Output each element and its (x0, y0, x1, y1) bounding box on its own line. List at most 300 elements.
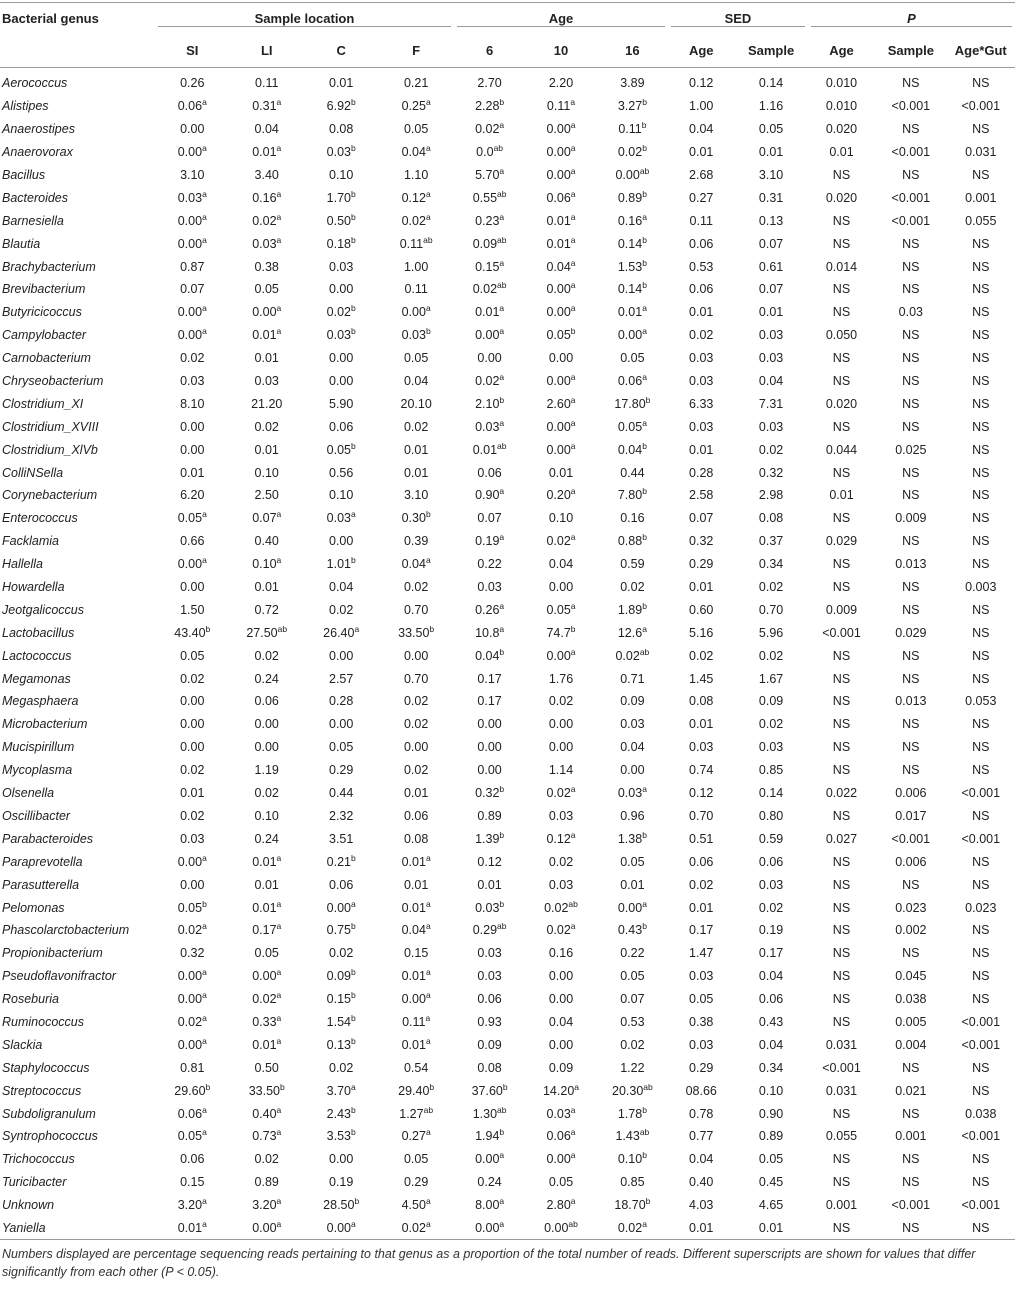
cell-value: 0.02 (617, 145, 643, 160)
cell-value: 0.00 (475, 328, 500, 343)
table-row (0, 507, 1015, 530)
value-cell (668, 690, 734, 713)
significance-superscript: a (570, 234, 576, 245)
cell-value: 0.02 (180, 763, 205, 778)
table-row (0, 736, 1015, 759)
value-cell (875, 232, 946, 255)
significance-superscript: a (642, 326, 647, 337)
significance-superscript: b (642, 532, 647, 543)
cell-value: 0.66 (180, 534, 205, 549)
value-cell (230, 1125, 304, 1148)
cell-value: 0.50 (254, 1060, 279, 1075)
value-cell (597, 347, 668, 370)
cell-value: 1.89 (617, 602, 643, 617)
cell-value: 0.04 (758, 374, 784, 389)
cell-value: 0.21 (326, 854, 351, 869)
cell-value: 0.04 (689, 122, 714, 137)
significance-superscript: a (574, 1081, 579, 1092)
value-cell (668, 965, 734, 988)
cell-value: 0.03 (689, 351, 714, 366)
cell-value: NS (902, 76, 920, 91)
significance-superscript: a (642, 372, 647, 383)
cell-value: 0.00 (477, 351, 502, 366)
cell-value: 0.04 (401, 145, 426, 160)
cell-value: 0.02 (329, 1060, 354, 1075)
value-cell (947, 1148, 1015, 1171)
table-row (0, 805, 1015, 828)
cell-value: 0.04 (254, 122, 279, 137)
value-cell (304, 1194, 378, 1217)
value-cell (597, 713, 668, 736)
significance-superscript: a (499, 372, 505, 383)
table-row (0, 347, 1015, 370)
cell-value: 0.017 (895, 808, 927, 823)
value-cell (734, 484, 807, 507)
value-cell (668, 415, 734, 438)
value-cell (597, 186, 668, 209)
cell-value: 0.05 (180, 648, 205, 663)
value-cell (454, 1102, 525, 1125)
value-cell (230, 896, 304, 919)
value-cell (155, 759, 229, 782)
value-cell (875, 965, 946, 988)
cell-value: 4.65 (758, 1198, 784, 1213)
cell-value: 0.01 (689, 900, 714, 915)
cell-value: NS (832, 419, 851, 434)
value-cell (875, 1171, 946, 1194)
value-cell (378, 141, 454, 164)
cell-value: 0.00 (177, 145, 203, 160)
value-cell (454, 850, 525, 873)
cell-value: 0.02 (689, 877, 714, 892)
significance-superscript: b (645, 1196, 651, 1207)
cell-value: 0.59 (620, 557, 645, 572)
genus-cell: Barnesiella (2, 213, 64, 228)
significance-superscript: a (499, 600, 505, 611)
value-cell (304, 1056, 378, 1079)
significance-superscript: a (202, 852, 207, 863)
value-cell (378, 896, 454, 919)
genus-cell: Anaerovorax (2, 145, 73, 160)
significance-superscript: a (202, 303, 207, 314)
genus-cell: Megamonas (2, 671, 71, 686)
cell-value: 0.71 (620, 671, 645, 686)
cell-value: 0.72 (254, 602, 279, 617)
significance-superscript: b (642, 188, 647, 199)
cell-value: 0.15 (403, 946, 429, 961)
cell-value: 0.90 (758, 1106, 784, 1121)
cell-value: 0.09 (477, 1037, 502, 1052)
significance-superscript: a (499, 1150, 505, 1161)
cell-value: 0.18 (326, 236, 351, 251)
significance-superscript: a (202, 967, 207, 978)
significance-superscript: b (205, 623, 211, 634)
cell-value: 0.32 (758, 465, 784, 480)
table-row (0, 1125, 1015, 1148)
value-cell (875, 415, 946, 438)
cell-value: 7.80 (617, 488, 643, 503)
value-cell (155, 530, 229, 553)
significance-superscript: a (425, 97, 431, 108)
cell-value: 0.05 (326, 442, 351, 457)
value-cell (597, 576, 668, 599)
value-cell (947, 1194, 1015, 1217)
value-cell (454, 782, 525, 805)
cell-value: NS (972, 992, 990, 1007)
significance-superscript: b (425, 326, 431, 337)
value-cell (947, 896, 1015, 919)
cell-value: 0.01 (477, 877, 502, 892)
cell-value: <0.001 (961, 1037, 1001, 1052)
value-cell (230, 255, 304, 278)
cell-value: NS (832, 808, 851, 823)
cell-value: 0.13 (758, 213, 784, 228)
cell-value: 0.00 (180, 122, 205, 137)
cell-value: NS (972, 282, 990, 297)
cell-value: 0.05 (254, 946, 279, 961)
value-cell (304, 942, 378, 965)
cell-value: 0.02 (401, 1220, 426, 1235)
significance-superscript: a (570, 1127, 576, 1138)
cell-value: 0.053 (965, 694, 997, 709)
cell-value: 0.96 (620, 808, 645, 823)
significance-superscript: b (350, 990, 356, 1001)
value-cell (230, 415, 304, 438)
value-cell (155, 896, 229, 919)
value-cell (378, 759, 454, 782)
table-row (0, 1079, 1015, 1102)
cell-value: 1.47 (689, 946, 714, 961)
significance-superscript: b (642, 143, 647, 154)
cell-value: 0.19 (758, 923, 784, 938)
cell-value: 0.00 (177, 557, 203, 572)
cell-value: <0.001 (891, 1198, 931, 1213)
cell-value: 0.02 (546, 923, 571, 938)
value-cell (668, 1011, 734, 1034)
cell-value: 0.44 (329, 786, 354, 801)
value-cell (304, 965, 378, 988)
value-cell (304, 415, 378, 438)
value-cell (378, 347, 454, 370)
cell-value: 2.43 (326, 1106, 351, 1121)
cell-value: 0.01 (546, 236, 571, 251)
cell-value: 0.00 (329, 351, 354, 366)
value-cell (378, 484, 454, 507)
value-cell (230, 347, 304, 370)
value-cell (875, 805, 946, 828)
cell-value: 0.00 (475, 1220, 500, 1235)
cell-value: 0.11 (689, 213, 713, 228)
cell-value: 0.54 (403, 1060, 429, 1075)
significance-superscript: a (202, 990, 207, 1001)
value-cell (597, 1148, 668, 1171)
value-cell (525, 576, 596, 599)
table-row (0, 782, 1015, 805)
cell-value: 0.20 (546, 488, 571, 503)
value-cell (454, 598, 525, 621)
value-cell (875, 782, 946, 805)
value-cell (155, 576, 229, 599)
cell-value: NS (902, 419, 920, 434)
cell-value: 0.00 (615, 168, 640, 182)
cell-value: 0.17 (477, 694, 502, 709)
cell-value: 0.80 (758, 808, 784, 823)
cell-value: NS (832, 305, 851, 320)
cell-value: 0.07 (252, 511, 277, 526)
table-footnote: Numbers displayed are percentage sequencing reads pertaining to that genus as a proportion of the total number of reads. Different superscripts are shown for values that differ significantly from each other (P < 0.05). (2, 1247, 976, 1280)
cell-value: 0.05 (403, 351, 429, 366)
value-cell (525, 1148, 596, 1171)
value-cell (734, 1011, 807, 1034)
cell-value: 0.02 (620, 580, 645, 595)
value-cell (734, 164, 807, 187)
cell-value: 0.00 (329, 534, 354, 549)
value-cell (734, 324, 807, 347)
cell-value: 0.00 (548, 351, 574, 366)
cell-value: 7.31 (758, 396, 784, 411)
cell-value: 0.05 (620, 351, 645, 366)
significance-superscript: a (276, 143, 282, 154)
cell-value: NS (972, 168, 990, 182)
cell-value: 0.03 (620, 717, 645, 732)
cell-value: NS (972, 854, 990, 869)
value-cell (808, 782, 875, 805)
value-cell (808, 644, 875, 667)
cell-value: 0.00 (177, 969, 203, 984)
significance-superscript: a (570, 166, 576, 176)
significance-superscript: b (642, 1150, 647, 1161)
value-cell (454, 965, 525, 988)
value-cell (808, 759, 875, 782)
significance-superscript: a (202, 1127, 207, 1138)
value-cell (454, 1079, 525, 1102)
value-cell (734, 873, 807, 896)
cell-value: 0.00 (329, 1152, 354, 1167)
value-cell (230, 759, 304, 782)
cell-value: 0.029 (825, 534, 858, 549)
value-cell (947, 690, 1015, 713)
cell-value: NS (832, 580, 851, 595)
cell-value: 0.73 (252, 1129, 277, 1144)
significance-superscript: a (276, 555, 282, 566)
cell-value: 0.08 (403, 831, 429, 846)
value-cell (734, 713, 807, 736)
cell-value: 0.01 (403, 786, 429, 801)
significance-superscript: a (570, 417, 576, 428)
table-row (0, 255, 1015, 278)
value-cell (875, 759, 946, 782)
value-cell (808, 1011, 875, 1034)
value-cell (378, 438, 454, 461)
cell-value: 0.00 (548, 740, 574, 755)
table-body (0, 68, 1015, 1240)
cell-value: 1.16 (758, 99, 784, 114)
value-cell (875, 1217, 946, 1240)
cell-value: NS (902, 534, 920, 549)
value-cell (230, 1148, 304, 1171)
value-cell (808, 621, 875, 644)
value-cell (304, 370, 378, 393)
significance-superscript: a (570, 1196, 576, 1207)
cell-value: 0.06 (689, 236, 714, 251)
cell-value: 0.00 (477, 763, 502, 778)
cell-value: 0.03 (758, 740, 784, 755)
cell-value: 21.20 (251, 396, 283, 411)
value-cell (947, 415, 1015, 438)
value-cell (734, 1148, 807, 1171)
cell-value: NS (832, 763, 851, 778)
cell-value: 0.70 (403, 671, 429, 686)
table-row (0, 1194, 1015, 1217)
value-cell (525, 118, 596, 141)
cell-value: 0.01 (329, 76, 354, 91)
cell-value: 0.02 (403, 694, 429, 709)
significance-superscript: a (202, 211, 207, 222)
cell-value: 3.10 (180, 168, 205, 182)
value-cell (734, 621, 807, 644)
cell-value: 0.02 (252, 992, 277, 1007)
value-cell (734, 553, 807, 576)
value-cell (947, 232, 1015, 255)
value-cell (808, 805, 875, 828)
value-cell (808, 896, 875, 919)
value-cell (155, 1033, 229, 1056)
significance-superscript: a (202, 326, 207, 337)
value-cell (304, 95, 378, 118)
significance-superscript: a (570, 486, 576, 497)
table-row (0, 370, 1015, 393)
cell-value: 0.055 (965, 213, 997, 228)
value-cell (155, 667, 229, 690)
significance-superscript: a (425, 303, 431, 314)
cell-value: 17.80 (614, 396, 646, 411)
value-cell (668, 347, 734, 370)
cell-value: NS (972, 305, 990, 320)
cell-value: 0.00 (617, 900, 643, 915)
value-cell (734, 507, 807, 530)
value-cell (230, 942, 304, 965)
value-cell (378, 1125, 454, 1148)
value-cell (525, 255, 596, 278)
value-cell (230, 805, 304, 828)
cell-value: 33.50 (248, 1083, 280, 1098)
cell-value: 0.00 (401, 305, 426, 320)
cell-value: 0.023 (895, 900, 927, 915)
cell-value: 6.92 (326, 99, 351, 114)
significance-superscript: a (202, 1012, 207, 1023)
value-cell (230, 1194, 304, 1217)
value-cell (454, 461, 525, 484)
cell-value: 0.02 (403, 580, 429, 595)
value-cell (378, 255, 454, 278)
cell-value: 0.00 (329, 374, 354, 389)
significance-superscript: a (202, 143, 207, 154)
cell-value: 0.02 (326, 305, 351, 320)
cell-value: NS (832, 236, 851, 251)
value-cell (875, 713, 946, 736)
cell-value: 0.009 (825, 602, 858, 617)
significance-superscript: a (425, 1218, 431, 1229)
value-cell (808, 1171, 875, 1194)
cell-value: 4.03 (689, 1198, 714, 1213)
significance-superscript: b (350, 1035, 356, 1046)
cell-value: 0.05 (758, 122, 784, 137)
value-cell (808, 392, 875, 415)
cell-value: 0.005 (895, 1014, 927, 1029)
value-cell (875, 141, 946, 164)
significance-superscript: a (425, 555, 431, 566)
cell-value: 0.06 (403, 808, 429, 823)
cell-value: 0.02 (544, 900, 569, 915)
cell-value: 2.10 (475, 396, 500, 411)
significance-superscript: b (350, 1104, 356, 1115)
genus-cell: Brevibacterium (2, 282, 86, 297)
cell-value: 0.09 (758, 694, 784, 709)
genus-cell: Clostridium_XlVb (2, 442, 98, 457)
cell-value: 0.01 (475, 305, 500, 320)
value-cell (668, 1125, 734, 1148)
value-cell (668, 232, 734, 255)
cell-value: 0.06 (758, 992, 784, 1007)
value-cell (734, 232, 807, 255)
cell-value: 3.27 (617, 99, 643, 114)
cell-value: 0.01 (829, 145, 854, 160)
cell-value: 1.27 (399, 1106, 424, 1121)
cell-value: 0.044 (825, 442, 858, 457)
value-cell (378, 667, 454, 690)
significance-superscript: a (202, 97, 207, 108)
value-cell (454, 141, 525, 164)
cell-value: NS (972, 419, 990, 434)
cell-value: 0.00 (403, 648, 429, 663)
cell-value: 0.05 (548, 1175, 574, 1190)
significance-superscript: a (570, 372, 576, 383)
significance-superscript: b (350, 303, 356, 314)
value-cell (454, 713, 525, 736)
cell-value: 0.01 (689, 305, 714, 320)
sub-header-age-10: 10 (525, 34, 596, 68)
table-row (0, 598, 1015, 621)
value-cell (378, 988, 454, 1011)
value-cell (734, 988, 807, 1011)
cell-value: 0.02 (252, 213, 277, 228)
value-cell (875, 621, 946, 644)
value-cell (808, 186, 875, 209)
value-cell (808, 873, 875, 896)
significance-superscript: b (570, 326, 576, 337)
value-cell (808, 1079, 875, 1102)
value-cell (155, 68, 229, 95)
cell-value: NS (902, 282, 920, 297)
value-cell (525, 850, 596, 873)
significance-superscript: a (425, 852, 431, 863)
significance-superscript: b (645, 394, 651, 405)
significance-superscript: a (570, 394, 576, 405)
value-cell (597, 68, 668, 95)
value-cell (304, 278, 378, 301)
cell-value: 0.00 (180, 694, 205, 709)
cell-value: 0.04 (475, 648, 500, 663)
significance-superscript: a (202, 921, 207, 932)
value-cell (304, 805, 378, 828)
cell-value: 0.19 (475, 534, 500, 549)
significance-superscript: b (642, 486, 647, 497)
value-cell (875, 873, 946, 896)
significance-superscript: a (276, 211, 282, 222)
genus-cell: Mycoplasma (2, 763, 73, 778)
cell-value: NS (832, 992, 851, 1007)
significance-superscript: a (570, 1150, 576, 1161)
